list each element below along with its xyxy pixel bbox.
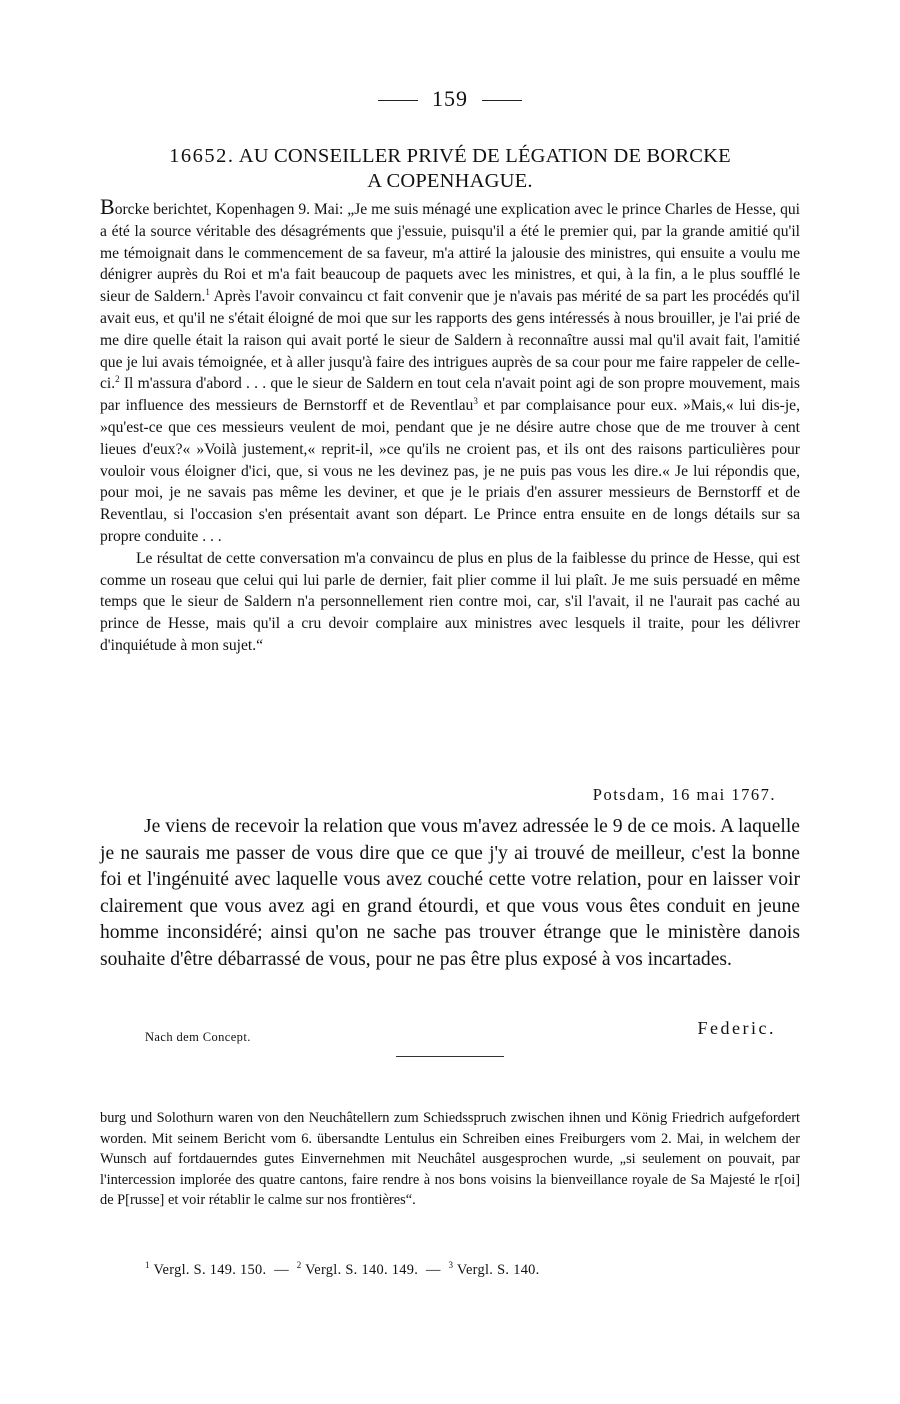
dateline: Potsdam, 16 mai 1767. — [592, 785, 776, 804]
page-number: 159 — [432, 86, 468, 111]
section-divider — [396, 1056, 504, 1057]
footnote-ref-2: Vergl. S. 140. 149. — [305, 1262, 419, 1278]
footnote-references — [145, 1262, 800, 1279]
footnote-ref-mark-2: 2 — [296, 1260, 302, 1270]
summary-paragraph-2: Le résultat de cette conversation m'a convaincu de plus en plus de la faiblesse du prince de Hesse, qui est comme un roseau que celui qui lui parle de dernier, fait plier comme il lui plaît. Je me suis persuadé en même temps que le sieur de Saldern n'a personnellement rien contre moi, car, s'il l'avait, il ne l'aurait pas caché au prince de Hesse, mais qu'il a cru devoir complaire aux ministres avec lesquels il traite, pour les délivrer d'inquiétude à mon sujet.“ — [100, 549, 800, 654]
footnote-ref-mark-1: 1 — [145, 1260, 150, 1270]
footnote-ref-1: Vergl. S. 149. 150. — [153, 1262, 267, 1278]
footnote-ref-mark-3: 3 — [448, 1260, 454, 1270]
footnote-continuation: burg und Solothurn waren von den Neuchâtellern zum Schiedsspruch zwischen ihnen und König Friedrich aufgefordert worden. Mit seinem Bericht vom 6. übersandte Lentulus ein Schreiben eines Freiburgers vom 2. Mai, in welchem der Wunsch auf fortdauerndes gutes Einvernehmen mit Neuchâtel ausgesprochen wurde, „si seulement on pouvait, par l'intercession implorée des quatre cantons, faire rendre à nos bons voisins la bienveillance royale de Sa Majesté le r[oi] de P[russe] et voir rétablir le calme sur nos frontières“. — [100, 1110, 800, 1209]
page-number-dash-right — [482, 100, 522, 101]
letter-heading — [100, 144, 800, 194]
footnote-separator-1: — — [274, 1262, 289, 1278]
footnotes — [100, 1108, 800, 1211]
page-number-row — [0, 86, 900, 112]
footnote-mark-1: 1 — [205, 287, 210, 298]
heading-line-2: A COPENHAGUE. — [367, 170, 533, 192]
report-summary — [100, 196, 800, 657]
footnote-ref-3: Vergl. S. 140. — [456, 1262, 540, 1278]
summary-initial: B — [100, 194, 115, 219]
heading-line-1 — [100, 144, 800, 169]
footnote-separator-2: — — [425, 1262, 441, 1278]
letter-number: 16652. — [169, 145, 235, 167]
footnote-mark-2: 2 — [115, 374, 120, 385]
heading-addressee: AU CONSEILLER PRIVÉ DE LÉGATION DE BORCKE — [238, 145, 731, 167]
summary-paragraph-1: Borcke berichtet, Kopenhagen 9. Mai: „Je me suis ménagé une explication avec le prince Charles de Hesse, qui a été la source véritable des désagréments que j'essuie, puisqu'il a été le premier qui, par la grande amitié qu'il me témoignait dans le commencement de sa faveur, m'a attiré la jalousie des ministres, qui ensuite a voulu me dénigrer auprès du Roi et m'a fait beaucoup de paquets avec les ministres, et qui, à la fin, a le plus soufflé le sieur de Saldern.$^1$ Après l'avoir convaincu ct fait convenir que je n'avais pas mérité de sa part les procédés qu'il avait eus, et qu'il ne s'était éloigné de moi que sur les rapports des gens intéressés à nous brouiller, je l'ai prié de me dire quelle était la raison qui avait porté le sieur de Saldern à reconnaître aussi mal qu'il avait fait, l'amitié que je lui avais témoignée, et à aller jusqu'à faire des intrigues auprès de sa cour pour me faire rappeler de celle-ci.$^2$ Il m'assura d'abord . . . que le sieur de Saldern en tout cela n'avait point agi de son propre mouvement, mais par influence des messieurs de Bernstorff et de Reventlau$^3$ et par complaisance pour eux. »Mais,« lui dis-je, »qu'est-ce que ces messieurs veulent de moi, pendant que je ne désire autre chose que de me trouver à cent lieues d'eux?« »Voilà justement,« reprit-il, »ce qu'ils ne croient pas, et ils ont des raisons particulières pour vouloir vous éloigner d'ici, que, si vous ne les devinez pas, je ne puis pas vous les dire.« Je lui répondis que, pour moi, je ne savais pas même les deviner, et que je le priais d'en assurer messieurs de Bernstorff et de Reventlau, si l'occasion s'en présentait avant son départ. Le Prince entra ensuite en de longs détails sur sa propre conduite . . . — [100, 194, 801, 545]
footnote-mark-3: 3 — [473, 396, 478, 407]
letter-body: Je viens de recevoir la relation que vous m'avez adressée le 9 de ce mois. A laquelle je ne saurais me passer de vous dire que ce que j'y ai trouvé de meilleur, c'est la bonne foi et l'ingénuité avec laquelle vous avez couché cette votre relation, pour en laisser voir clairement que vous avez agi en grand étourdi, et que vous vous êtes conduit en jeune homme inconsidéré; ainsi qu'on ne sache pas trouver étrange que le ministère danois souhaite d'être débarrassé de vous, pour ne pas être plus exposé à vos incartades. — [100, 816, 800, 970]
source-note: Nach dem Concept. — [145, 1030, 251, 1044]
signature: Federic. — [697, 1018, 776, 1038]
page-number-dash-left — [378, 100, 418, 101]
